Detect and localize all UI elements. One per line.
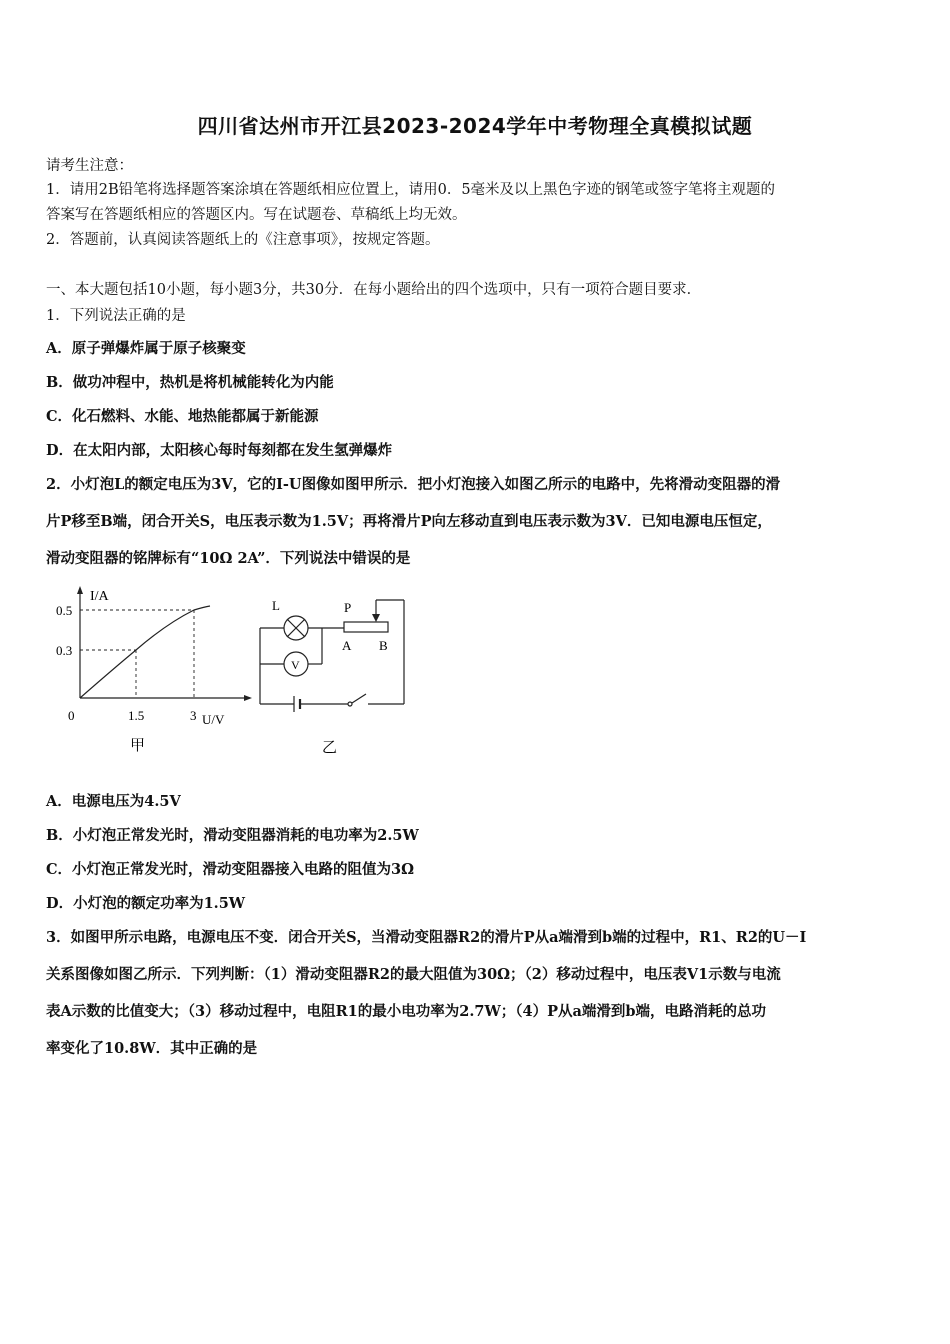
page-title: 四川省达州市开江县2023-2024学年中考物理全真模拟试题 xyxy=(197,114,753,138)
switch-contact xyxy=(348,702,352,706)
notice-item-1-line-1: 1．请用2B铅笔将选择题答案涂填在答题纸相应位置上，请用0．5毫米及以上黑色字迹的钢笔或签字笔将主观题的 xyxy=(46,182,776,198)
figure-graph-and-circuit xyxy=(46,580,426,760)
slider-label: P xyxy=(344,600,352,615)
circuit-caption: 乙 xyxy=(322,740,338,756)
circuit-diagram xyxy=(260,600,404,712)
y-axis-arrow xyxy=(77,586,83,594)
q3-stem-line-1: 3．如图甲所示电路，电源电压不变．闭合开关S，当滑动变阻器R2的滑片P从a端滑到b端的过程中，R1、R2的U－I xyxy=(46,929,807,946)
x-axis-label: U/V xyxy=(202,712,225,727)
x-tick-3: 3 xyxy=(190,708,197,723)
x-tick-1.5: 1.5 xyxy=(128,708,145,723)
q1-option-c: C．化石燃料、水能、地热能都属于新能源 xyxy=(46,408,319,425)
q2-stem-line-2: 片P移至B端，闭合开关S，电压表示数为1.5V；再将滑片P向左移动直到电压表示数为3V．已知电源电压恒定， xyxy=(46,513,772,530)
slider-arrow xyxy=(372,614,380,622)
q3-stem-line-2: 关系图像如图乙所示．下列判断：（1）滑动变阻器R2的最大阻值为30Ω；（2）移动过程中，电压表V1示数与电流 xyxy=(46,966,781,983)
x-axis-arrow xyxy=(244,695,252,701)
q3-stem-line-4: 率变化了10.8W．其中正确的是 xyxy=(46,1040,258,1057)
iu-curve xyxy=(80,606,210,698)
q2-option-b: B．小灯泡正常发光时，滑动变阻器消耗的电功率为2.5W xyxy=(46,827,419,844)
rheostat-end-b: B xyxy=(379,638,388,653)
iu-graph xyxy=(56,586,252,754)
y-tick-0.5: 0.5 xyxy=(56,603,73,618)
q2-option-c: C．小灯泡正常发光时，滑动变阻器接入电路的阻值为3Ω xyxy=(46,861,415,878)
graph-caption: 甲 xyxy=(130,738,146,754)
rheostat-body xyxy=(344,622,388,632)
q2-stem-line-1: 2．小灯泡L的额定电压为3V，它的I-U图像如图甲所示．把小灯泡接入如图乙所示的电路中，先将滑动变阻器的滑 xyxy=(46,476,781,493)
voltmeter-label: V xyxy=(291,658,300,672)
q2-option-d: D．小灯泡的额定功率为1.5W xyxy=(46,895,246,912)
q1-option-b: B．做功冲程中，热机是将机械能转化为内能 xyxy=(46,374,334,391)
switch-blade xyxy=(352,694,366,703)
origin-label: 0 xyxy=(68,708,75,723)
q2-stem-line-3: 滑动变阻器的铭牌标有“10Ω 2A”．下列说法中错误的是 xyxy=(46,550,411,567)
q1-stem: 1．下列说法正确的是 xyxy=(46,308,186,324)
y-axis-label: I/A xyxy=(90,589,109,604)
notice-item-2: 2．答题前，认真阅读答题纸上的《注意事项》，按规定答题。 xyxy=(46,232,440,248)
section-heading: 一、本大题包括10小题，每小题3分，共30分．在每小题给出的四个选项中，只有一项符合题目要求． xyxy=(46,282,702,298)
q1-option-a: A．原子弹爆炸属于原子核聚变 xyxy=(46,340,246,357)
q3-stem-line-3: 表A示数的比值变大；（3）移动过程中，电阻R1的最小电功率为2.7W；（4）P从a端滑到b端，电路消耗的总功 xyxy=(46,1003,767,1020)
rheostat-end-a: A xyxy=(342,638,352,653)
y-tick-0.3: 0.3 xyxy=(56,643,73,658)
q1-option-d: D．在太阳内部，太阳核心每时每刻都在发生氢弹爆炸 xyxy=(46,442,393,459)
q2-option-a: A．电源电压为4.5V xyxy=(46,793,181,810)
lamp-label: L xyxy=(272,598,280,613)
notice-heading: 请考生注意： xyxy=(46,158,133,174)
notice-item-1-line-2: 答案写在答题纸相应的答题区内。写在试题卷、草稿纸上均无效。 xyxy=(46,207,467,223)
